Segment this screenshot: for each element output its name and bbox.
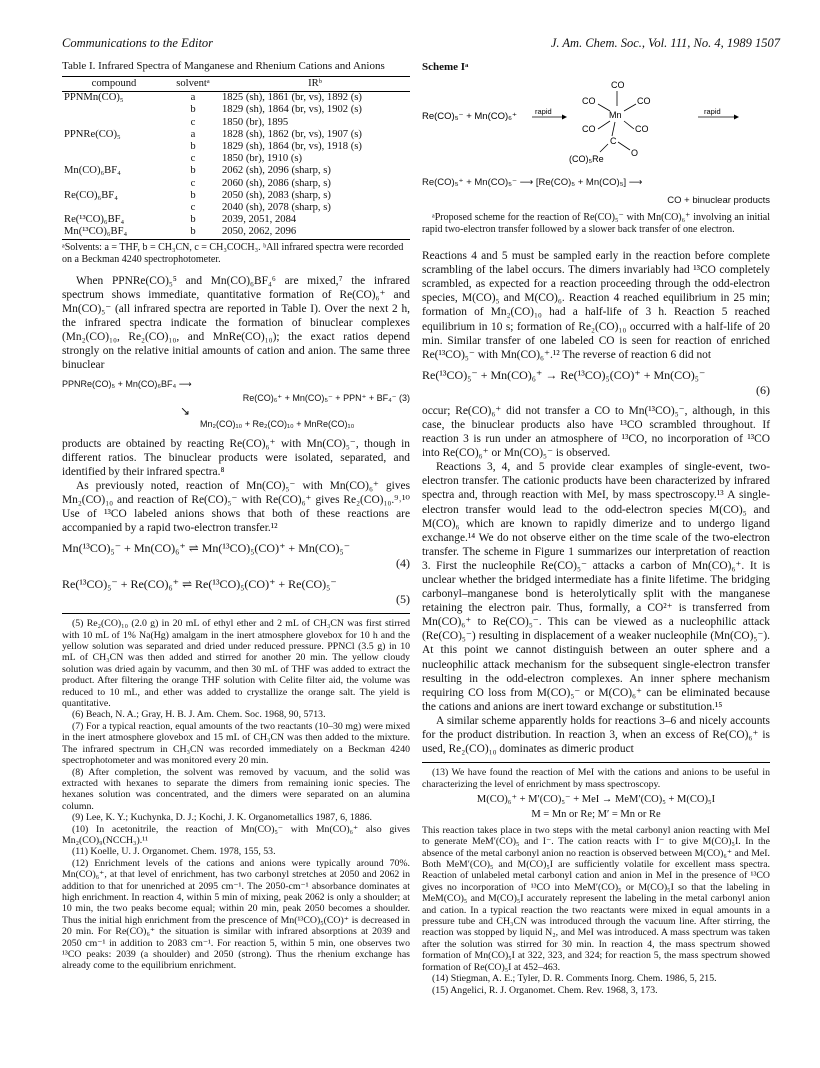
ir-table: [62, 76, 410, 240]
body-paragraph: When PPNRe(CO)₅⁵ and Mn(CO)₆BF₄⁶ are mixed,⁷ the infrared spectrum shows immediate, quantitative formation of Re(CO)₆⁺ and Mn(CO)₅⁻ (all infrared spectra are reported in Table I). Over the next 2 h, the infrared spectra indicate the formation of binuclear complexes (Mn₂(CO)₁₀, Re₂(CO)₁₀, and MnRe(CO)₁₀); the exact ratios depend strongly on the relative initial amounts of cation and anion. The same three binuclear: [62, 274, 410, 372]
footnote-15: (15) Angelici, R. J. Organomet. Chem. Rev. 1968, 3, 173.: [432, 984, 658, 996]
table-cell-solvent: a: [190, 128, 196, 140]
table-cell-compound: Mn(¹³CO)₆BF₄: [62, 226, 166, 239]
table-cell-compound: [62, 117, 166, 129]
table-cell-ir: 2039, 2051, 2084: [222, 214, 297, 226]
equation-4-text: Mn(¹³CO)₅⁻ + Mn(CO)₆⁺ ⇌ Mn(¹³CO)₅(CO)⁺ + Mn(CO)₅⁻: [62, 541, 351, 556]
table-cell-ir: 2060 (sh), 2086 (sharp, s): [222, 177, 331, 189]
equation-3-line2: Re(CO)₆⁺ + Mn(CO)₅⁻ + PPN⁺ + BF₄⁻ (3): [242, 393, 410, 404]
running-header-left: Communications to the Editor: [62, 36, 214, 50]
table-cell-solvent: c: [190, 116, 196, 128]
footnote: (6) Beach, N. A.; Gray, H. B. J. Am. Chem. Soc. 1968, 90, 5713.: [72, 709, 326, 721]
scheme-oxygen: O: [631, 148, 639, 159]
table-row: [62, 117, 410, 129]
table-cell-ir: 1829 (sh), 1864 (br, vs), 1902 (s): [222, 104, 362, 116]
table-cell-compound: Re(CO)₆BF₄: [64, 189, 118, 201]
table-row: [62, 178, 410, 190]
scheme-rapid-label-2: rapid: [704, 107, 721, 117]
table-row: [62, 214, 410, 226]
table-cell-solvent: b: [190, 165, 196, 177]
table-row: [62, 202, 410, 214]
scheme-co-left-2: CO: [582, 124, 596, 135]
scheme-re-fragment: (CO)₅Re: [569, 154, 604, 165]
scheme-title: Scheme Iᵃ: [422, 61, 469, 73]
table-cell-compound: Mn(CO)₆BF₄: [64, 165, 121, 177]
footnote-14: (14) Stiegman, A. E.; Tyler, D. R. Comments Inorg. Chem. 1986, 5, 215.: [432, 973, 717, 985]
table-header-ir: IRᵇ: [220, 77, 410, 92]
equation-5-number: (5): [396, 592, 410, 607]
scheme-footnote: ᵃProposed scheme for the reaction of Re(CO)₅⁻ with Mn(CO)₆⁺ involving an initial rapid two-electron transfer followed by a slower back transfer of one electron.: [422, 212, 770, 235]
table-cell-solvent: b: [190, 189, 196, 201]
table-row: [62, 129, 410, 141]
table-row: [62, 92, 410, 105]
footnote-13-text: This reaction takes place in two steps with the metal carbonyl anion reacting with MeI to generate MeM′(CO)₅ and I⁻. The cation reacts with I⁻ to give M(CO)₅I. In the absence of the metal carbonyl anion no reaction is observed between M(CO)₆⁺ and MeI. Both MeM′(CO)₅ and M(CO)₅I are sufficiently volatile for excellent mass spectra. Reaction of unlabeled metal carbonyl cation and anion in MeI in the presence of ¹³CO gives no incorporation of ¹³CO into MeM′(CO)₅ or M(CO)₅I so that the labeling in MeM(CO)₅ and M(CO)₅I accurately represent the labeling in the metal carbonyl anion and cation. In a typical reaction the two reactants were mixed in equal amounts in a pressure tube and CH₃CN was introduced through the vacuum line. After stirring, the reaction was stopped by liquid N₂, and MeI was introduced. A mass spectrum was taken after the solution was stirred for 30 min. In reaction 4, the mass spectrum showed formation of Mn(CO)₅I at 322, 323, and 324; for reaction 5, the mass spectrum showed formation of Re(CO)₅I at 452–463.: [422, 824, 770, 973]
scheme-bond: [618, 142, 630, 150]
equation-6: [422, 368, 770, 398]
footnote-divider: [62, 613, 410, 614]
footnotes-right: [422, 767, 770, 996]
equation-5: [62, 577, 410, 607]
equation-6-number: (6): [756, 382, 770, 397]
scheme-reactants: Re(CO)₅⁻ + Mn(CO)₆⁺: [422, 111, 518, 123]
table-cell-solvent: b: [190, 104, 196, 116]
table-header-solvent: solventᵃ: [166, 77, 220, 92]
table-cell-compound: [62, 178, 166, 190]
left-column: [62, 60, 410, 972]
table-cell-compound: PPNRe(CO)₅: [64, 128, 121, 140]
table-cell-ir: 1829 (sh), 1864 (br, vs), 1918 (s): [222, 141, 362, 153]
table-cell-ir: 1850 (br), 1895: [222, 116, 289, 128]
equation-5-text: Re(¹³CO)₅⁻ + Re(CO)₆⁺ ⇌ Re(¹³CO)₅(CO)⁺ + Re(CO)₅⁻: [62, 577, 337, 592]
scheme-co-left-1: CO: [582, 96, 596, 107]
equation-4-number: (4): [396, 556, 410, 571]
body-paragraph: occur; Re(CO)₆⁺ did not transfer a CO to Mn(¹³CO)₅⁻, although, in this case, the binuclear products also have ¹³CO scrambled throughout. If reaction 3 is run under an atmosphere of ¹³CO, no incorporation of ¹³CO into Re(CO)₆⁺ or Mn(CO)₅⁻ is observed.: [422, 404, 770, 460]
scheme-line-2: Re(CO)₅⁺ + Mn(CO)₅⁻ ⟶ [Re(CO)₅ + Mn(CO)₅] ⟶: [422, 177, 643, 189]
table-row: [62, 141, 410, 153]
scheme-bond: [624, 104, 636, 111]
table-cell-ir: 2050, 2062, 2096: [220, 226, 410, 239]
table-cell-solvent: c: [190, 153, 196, 165]
table-row: [62, 190, 410, 202]
scheme-arrowhead-2: [734, 115, 739, 120]
table-cell-ir: 1850 (br), 1910 (s): [222, 153, 303, 165]
footnote-13: (13) We have found the reaction of MeI with the cations and anions to be useful in characterizing the level of enrichment by mass spectroscopy.: [422, 767, 770, 790]
footnotes-left: [62, 618, 410, 972]
table-cell-solvent: a: [190, 92, 196, 104]
scheme-bond: [612, 122, 615, 136]
footnote-13-equation: M(CO)₆⁺ + M′(CO)₅⁻ + MeI → MeM′(CO)₅ + M(CO)₅I: [476, 794, 716, 805]
body-paragraph: As previously noted, reaction of Mn(CO)₅⁻ with Mn(CO)₆⁺ gives Mn₂(CO)₁₀ and reaction of Re(CO)₅⁻ with Re(CO)₆⁺ gives Re₂(CO)₁₀.⁹˒¹⁰ Use of ¹³CO labeled anions shows that both of these reactions are accompanied by a rapid two-electron transfer.¹²: [62, 479, 410, 535]
footnote: (10) In acetonitrile, the reaction of Mn(CO)₅⁻ with Mn(CO)₆⁺ also gives Mn₂(CO)₉(NCCH₃).¹¹: [62, 823, 410, 846]
table-cell-solvent: b: [190, 214, 196, 226]
table-footnote: ᵃSolvents: a = THF, b = CH₃CN, c = CH₃COCH₃. ᵇAll infrared spectra were recorded on a Beckman 4240 spectrophotometer.: [62, 241, 404, 265]
table-cell-ir: 2062 (sh), 2096 (sharp, s): [222, 165, 331, 177]
equation-6-text: Re(¹³CO)₅⁻ + Mn(CO)₆⁺ → Re(¹³CO)₅(CO)⁺ + Mn(CO)₅⁻: [422, 367, 706, 382]
equation-4: [62, 541, 410, 571]
scheme-mn-atom: Mn: [609, 110, 622, 121]
table-cell-ir: 2040 (sh), 2078 (sharp, s): [222, 202, 331, 214]
table-cell-ir: 1828 (sh), 1862 (br, vs), 1907 (s): [222, 128, 362, 140]
scheme-bridging-carbon: C: [610, 136, 617, 147]
table-cell-compound: [62, 202, 166, 214]
table-cell-compound: Re(¹³CO)₆BF₄: [64, 214, 125, 226]
scheme-co-top: CO: [611, 80, 625, 91]
body-paragraph: Reactions 3, 4, and 5 provide clear examples of single-event, two-electron transfer. The cationic products have been characterized by infrared spectra and, through reaction with MeI, by mass spectroscopy.¹³ A single-electron transfer would lead to the odd-electron species M(CO)₅ and M(CO)₆ which are known to rapidly dimerize and to undergo ligand exchange.¹⁴ We do not observe either on the time scale of the two-electron transfer. The scheme in Figure 1 summarizes our interpretation of reaction 3. First the nucleophile Re(CO)₅⁻ attacks a carbon of Mn(CO)₆⁺. It is unclear whether the bridged intermediate has a finite lifetime. The bridging carbonyl–manganese bond is heterolytically split with the manganese retaining the electron pair. Thus, formally, a CO²⁺ is transferred from Mn(CO)₆⁺ to Re(CO)₅⁻. This can be viewed as a nucleophilic attack (Re(CO)₅⁻) resulting in displacement of a weaker nucleophile (Mn(CO)₅⁻). At this point we cannot distinguish between an outer sphere and a nucleophilic attack mechanism for the subsequent single-electron transfer resulting in the odd-electron complexes. An inner sphere mechanism requiring CO loss from M(CO)₅⁻ or M(CO)₆⁺ can be eliminated because the cations and anions are inert toward exchange or substitution.¹⁵: [422, 461, 770, 713]
body-paragraph: Reactions 4 and 5 must be sampled early in the reaction before complete scrambling of the label occurs. The dimers invariably had ¹³CO completely scrambled, as expected for a reaction proceeding through the odd-electron species, M(CO)₅ and M(CO)₆. Reaction 4 reached equilibrium in 25 min; formation of Mn₂(CO)₁₀ had a half-life of 3 h. Reaction 5 reached equilibrium in 10 s; formation of Re₂(CO)₁₀ occurred with a half-life of 20 min. Similar transfer of one labeled CO is seen for reaction of enriched Re(¹³CO)₅⁻ with Mn(CO)₆⁺.¹² The reverse of reaction 6 did not: [422, 250, 770, 361]
table-cell-solvent: c: [190, 202, 196, 214]
equation-3: [62, 377, 410, 431]
table-cell-ir: 2050 (sh), 2083 (sharp, s): [222, 189, 331, 201]
table-row: [62, 153, 410, 165]
running-header-right: J. Am. Chem. Soc., Vol. 111, No. 4, 1989 1507: [550, 36, 780, 50]
footnote: (5) Re₂(CO)₁₀ (2.0 g) in 20 mL of ethyl ether and 2 mL of CH₃CN was first stirred with 10 mL of 1% Na(Hg) amalgam in the inert atmosphere glovebox for 10 h and the yellow solution was separated and dried under reduced pressure. PPNCl (3.5 g) in 10 mL of CH₃CN was then added and stirred for another 20 min. The yellow cloudy solution was dried again by vacumm, and then 30 mL of THF was added to extract the product. After filtering the orange THF solution with Celite filter aid, the volume was reduced to 10 mL, and ether was added to crystallize the orange salt. The yield is quantitative.: [62, 618, 410, 710]
equation-3-line3: Mn₂(CO)₁₀ + Re₂(CO)₁₀ + MnRe(CO)₁₀: [200, 419, 355, 430]
table-cell-solvent: b: [166, 226, 220, 239]
scheme-co-right-2: CO: [635, 124, 649, 135]
footnote: (7) For a typical reaction, equal amounts of the two reactants (10–30 mg) were mixed in the inert atmosphere glovebox and 15 mL of CH₃CN was then added to the mixture. The infrared spectrum in CH₃CN was recorded immediately on a Beckman 4240 spectrophotometer and was monitored every 20 min.: [62, 720, 410, 767]
scheme-arrowhead-1: [562, 115, 567, 120]
footnote-divider: [422, 762, 770, 763]
scheme-bond: [600, 144, 608, 152]
table-header-compound: compound: [62, 77, 166, 92]
table-row: [62, 226, 410, 239]
footnote: (8) After completion, the solvent was removed by vacuum, and the solid was extracted with hexanes to separate the dimers from remaining ionic species. The hexanes solution was concentrated, and the dimers were separated on an alumina column.: [62, 766, 410, 812]
footnote: (11) Koelle, U. J. Organomet. Chem. 1978, 155, 53.: [72, 846, 276, 858]
table-cell-compound: [62, 153, 166, 165]
scheme-co-right-1: CO: [637, 96, 651, 107]
scheme-bond: [624, 121, 634, 129]
table-cell-solvent: c: [190, 177, 196, 189]
table-cell-compound: [62, 104, 166, 116]
scheme-bond: [598, 121, 610, 129]
footnote: (12) Enrichment levels of the cations and anions were typically around 70%. Mn(CO)₆⁺, at that level of enrichment, has two carbonyl stretches at 2050 and 2062 in addition to that for unenriched at 2095 cm⁻¹. The 2050-cm⁻¹ absorbance dominates at high enrichment. In reaction 4, within 5 min of mixing, peak 2062 is only a shoulder; at 10 min, the two peaks become equal; within 20 min, peak 2050 becomes a shoulder. Thus the initial high enrichment from the prescence of Mn(¹³CO)₅(CO)⁺ is decreased in 20 min. For Re(CO)₆⁺ the situation is similar with infrared absorptions at 2039 and 2050 cm⁻¹ in addition to 2083 cm⁻¹. For reaction 5, within 5 min, one observes two ¹³CO peaks: 2039 (a shoulder) and 2050 (strong). Thus the rhenium exchange has already come to the equilibrium enrichment.: [62, 857, 410, 972]
footnote-13-definitions: M = Mn or Re; M′ = Mn or Re: [531, 809, 661, 821]
table-row: [62, 165, 410, 177]
body-paragraph: products are obtained by reacting Re(CO)₆⁺ with Mn(CO)₅⁻, though in different ratios. The binuclear products were isolated, separated, and identified by their infrared spectra.⁸: [62, 437, 410, 478]
table-row: [62, 104, 410, 116]
scheme-line-3: CO + binuclear products: [667, 195, 770, 207]
table-caption: Table I. Infrared Spectra of Manganese and Rhenium Cations and Anions: [62, 60, 385, 72]
scheme-diagram: [422, 74, 770, 174]
table-cell-solvent: b: [190, 141, 196, 153]
footnote: (9) Lee, K. Y.; Kuchynka, D. J.; Kochi, J. K. Organometallics 1987, 6, 1886.: [72, 812, 372, 824]
body-paragraph: A similar scheme apparently holds for reactions 3–6 and nicely accounts for the product distribution. In reaction 3, when an excess of Re(CO)₆⁺ is used, Re₂(CO)₁₀ dominates as dimeric product: [422, 714, 770, 756]
table-cell-ir: 1825 (sh), 1861 (br, vs), 1892 (s): [222, 92, 362, 104]
table-cell-compound: [62, 141, 166, 153]
equation-3-arrow: ↘: [180, 404, 191, 419]
equation-3-line1: PPNRe(CO)₅ + Mn(CO)₆BF₄ ⟶: [62, 379, 192, 390]
scheme-rapid-label-1: rapid: [535, 107, 552, 117]
right-column: [422, 60, 770, 996]
table-cell-compound: PPNMn(CO)₅: [64, 92, 124, 104]
